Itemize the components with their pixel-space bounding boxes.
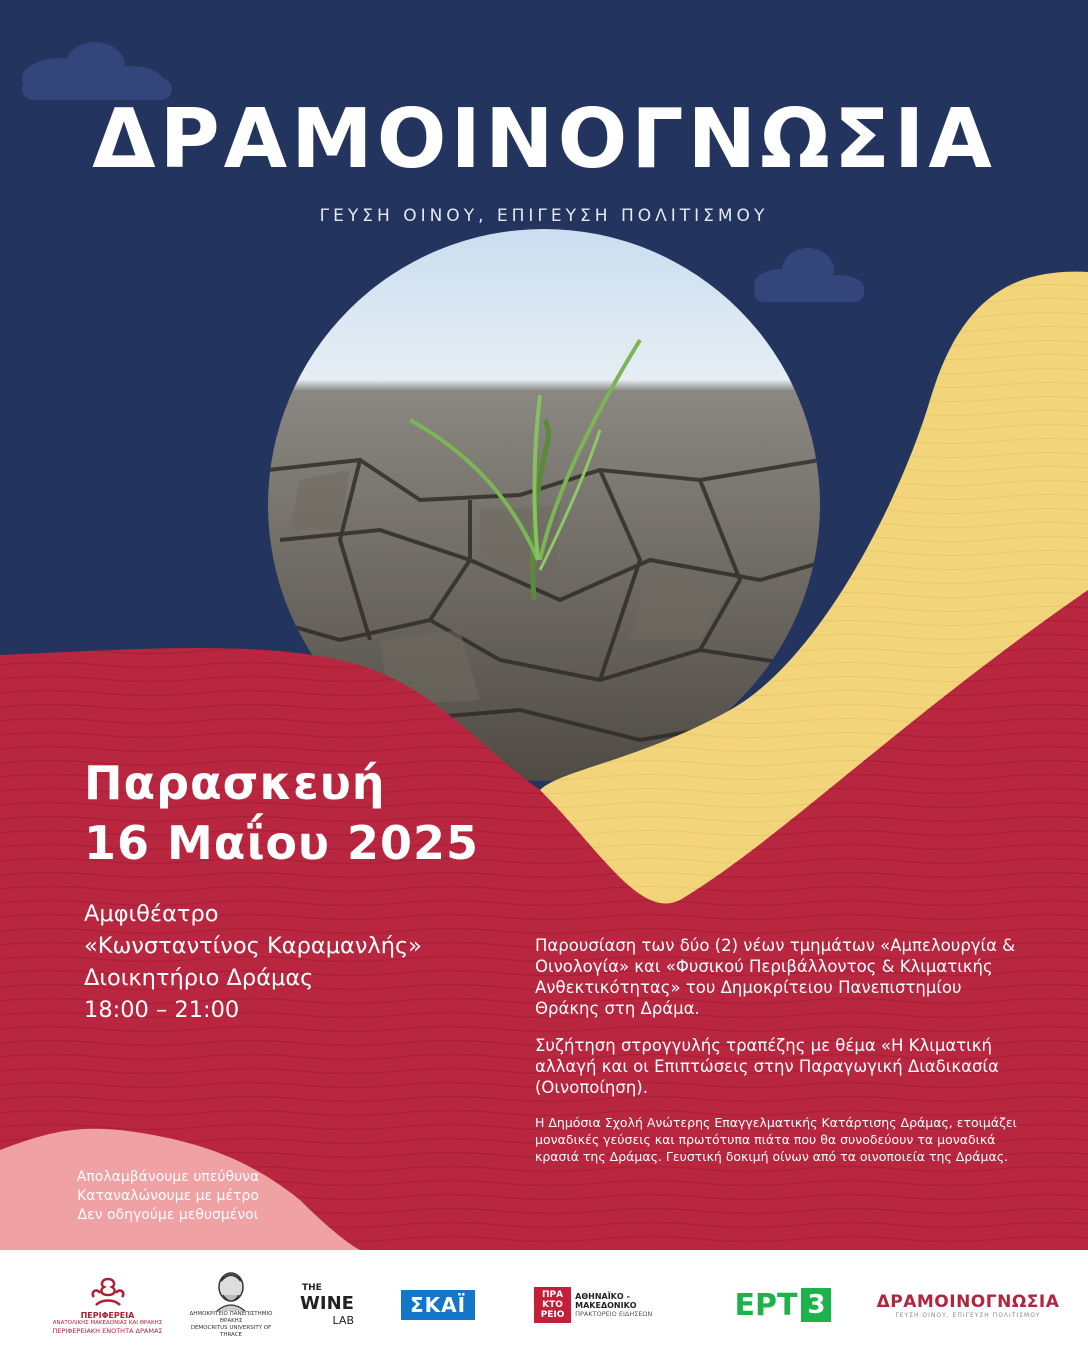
region-name: ΠΕΡΙΦΕΡΕΙΑ (80, 1311, 135, 1320)
description-paragraph: Συζήτηση στρογγυλής τραπέζης με θέμα «Η Κλιματική αλλαγή και οι Επιπτώσεις στην Παραγωγική Διαδικασία (Οινοποίηση). (535, 1036, 999, 1097)
winelab-mid: WINE (300, 1293, 354, 1314)
event-day: Παρασκευή (84, 756, 386, 810)
event-venue (84, 898, 422, 1026)
description-paragraph: Η Δημόσια Σχολή Ανώτερης Επαγγελματικής Κατάρτισης Δράμας, ετοιμάζει μοναδικές γεύσεις και πρωτότυπα πιάτα που θα συνοδεύουν τα μοναδικά κρασιά της Δράμας. Γευστική δοκιμή οίνων από τα οινοποιεία της Δράμας. (535, 1115, 1017, 1164)
responsible-drinking-note (52, 1168, 284, 1225)
region-unit: ΠΕΡΙΦΕΡΕΙΑΚΗ ΕΝΟΤΗΤΑ ΔΡΑΜΑΣ (52, 1327, 163, 1335)
winelab-logo (292, 1250, 362, 1360)
winelab-bottom: LAB (332, 1314, 354, 1327)
brand-name: ΔΡΑΜΟΙΝΟΓΝΩΣΙΑ (876, 1291, 1060, 1312)
ape-logo (534, 1250, 684, 1360)
ert-name: ΕΡΤ (734, 1287, 798, 1323)
note-line: Δεν οδηγούμε μεθυσμένοι (77, 1207, 259, 1223)
ape-text (575, 1292, 684, 1318)
brand-tagline: ΓΕΥΣΗ ΟΙΝΟΥ, ΕΠΙΓΕΥΣΗ ΠΟΛΙΤΙΣΜΟΥ (895, 1311, 1041, 1319)
duth-name-en: DEMOCRITUS UNIVERSITY OF THRACE (190, 1325, 272, 1338)
duth-name-gr: ΔΗΜΟΚΡΙΤΕΙΟ ΠΑΝΕΠΙΣΤΗΜΙΟ ΘΡΑΚΗΣ (189, 1311, 273, 1324)
democritus-bust-icon (209, 1271, 253, 1311)
venue-line: «Κωνσταντίνος Καραμανλής» (84, 933, 422, 959)
region-emblem-icon (88, 1275, 128, 1311)
venue-line: Διοικητήριο Δράμας (84, 965, 314, 991)
ape-name: ΑΘΗΝΑΪΚΟ - ΜΑΚΕΔΟΝΙΚΟ (575, 1292, 637, 1310)
region-sub: ΑΝΑΤΟΛΙΚΗΣ ΜΑΚΕΔΟΝΙΑΣ ΚΑΙ ΘΡΑΚΗΣ (52, 1320, 163, 1326)
event-subtitle: ΓΕΥΣΗ ΟΙΝΟΥ, ΕΠΙΓΕΥΣΗ ΠΟΛΙΤΙΣΜΟΥ (319, 206, 769, 226)
skai-name: ΣΚΑΪ (401, 1290, 475, 1320)
event-description (535, 935, 1025, 1181)
skai-logo (404, 1250, 472, 1360)
venue-line: Αμφιθέατρο (84, 901, 219, 927)
ape-sub: ΠΡΑΚΤΟΡΕΙΟ ΕΙΔΗΣΕΩΝ (575, 1310, 653, 1318)
note-line: Απολαμβάνουμε υπεύθυνα (76, 1169, 260, 1185)
event-date: 16 Μαΐου 2025 (84, 816, 480, 870)
ert-number: 3 (801, 1288, 831, 1322)
sponsor-footer (0, 1250, 1088, 1360)
brand-logo (868, 1250, 1068, 1360)
ape-box: ΠΡΑ ΚΤΟ ΡΕΙΟ (534, 1287, 571, 1323)
region-logo (50, 1250, 165, 1360)
winelab-top: THE (302, 1283, 322, 1293)
event-time: 18:00 – 21:00 (84, 997, 240, 1023)
ert3-logo (728, 1250, 838, 1360)
description-paragraph: Παρουσίαση των δύο (2) νέων τμημάτων «Αμπελουργία & Οινολογία» και «Φυσικού Περιβάλλοντος & Κλιματικής Ανθεκτικότητας» του Δημοκρίτειου Πανεπιστημίου Θράκης στη Δράμα. (535, 936, 1016, 1018)
event-title: ΔΡΑΜΟΙΝΟΓΝΩΣΙΑ (92, 92, 996, 187)
note-line: Καταναλώνουμε με μέτρο (77, 1188, 259, 1204)
duth-logo (186, 1250, 276, 1360)
